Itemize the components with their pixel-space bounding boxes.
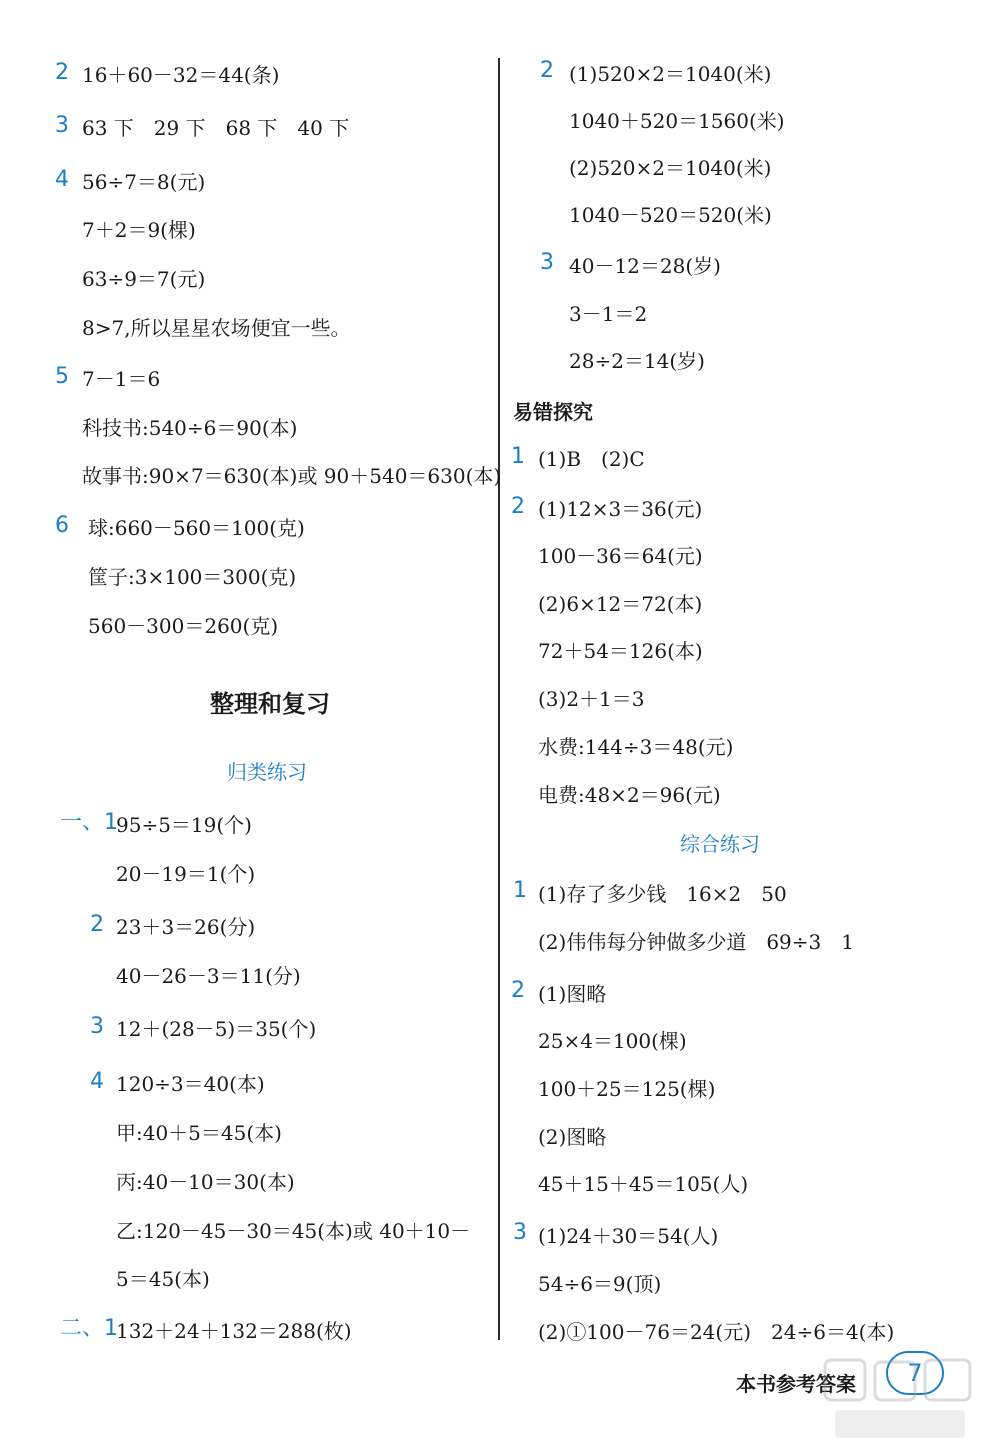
question-number: 2 (90, 912, 104, 937)
answer-line: (2)6×12＝72(本) (538, 592, 703, 616)
answer-line: 95÷5＝19(个) (116, 813, 252, 837)
question-number: 4 (90, 1069, 104, 1094)
answer-line: 5＝45(本) (116, 1267, 210, 1291)
question-number: 1 (513, 878, 527, 903)
answer-line: 12＋(28－5)＝35(个) (116, 1017, 317, 1041)
answer-line: 56÷7＝8(元) (82, 170, 206, 194)
answer-line: 3－1＝2 (569, 302, 648, 326)
answer-line: 16＋60－32＝44(条) (82, 63, 280, 87)
answer-line: (1)图略 (538, 982, 607, 1006)
answer-line: (1)B (2)C (538, 447, 645, 471)
question-number: 3 (513, 1220, 527, 1245)
answer-line: 63 下 29 下 68 下 40 下 (82, 116, 350, 140)
error-analysis-heading: 易错探究 (513, 400, 593, 424)
answer-line: 故事书:90×7＝630(本)或 90＋540＝630(本) (82, 464, 502, 488)
answer-line: (3)2＋1＝3 (538, 687, 645, 711)
question-number: 2 (511, 494, 525, 519)
answer-line: 560－300＝260(克) (88, 614, 279, 638)
answer-line: 甲:40＋5＝45(本) (116, 1121, 282, 1145)
answer-line: (1)12×3＝36(元) (538, 497, 703, 521)
answer-line: (1)24＋30＝54(人) (538, 1224, 719, 1248)
answer-line: (1)存了多少钱 16×2 50 (538, 882, 787, 906)
answer-line: 乙:120－45－30＝45(本)或 40＋10－ (116, 1219, 471, 1243)
answer-line: 72＋54＝126(本) (538, 639, 703, 663)
answer-line: 23＋3＝26(分) (116, 915, 256, 939)
answer-line: 100＋25＝125(棵) (538, 1077, 716, 1101)
question-number: 5 (55, 364, 69, 389)
answer-line: 132＋24＋132＝288(枚) (116, 1319, 352, 1343)
answer-line: 63÷9＝7(元) (82, 267, 206, 291)
answer-line: 25×4＝100(棵) (538, 1029, 687, 1053)
answer-line: (1)520×2＝1040(米) (569, 62, 772, 86)
answer-line: 1040＋520＝1560(米) (569, 109, 785, 133)
question-number: 4 (55, 167, 69, 192)
answer-line: 45＋15＋45＝105(人) (538, 1172, 749, 1196)
question-number: 1 (511, 444, 525, 469)
question-number: 一、1 (60, 810, 118, 835)
answer-line: 7＋2＝9(棵) (82, 218, 196, 242)
footer-label: 本书参考答案 (736, 1372, 856, 1396)
section-title: 整理和复习 (210, 690, 330, 718)
question-number: 3 (90, 1014, 104, 1039)
page-number: 7 (886, 1351, 944, 1395)
column-divider (498, 58, 500, 1340)
answer-line: 筐子:3×100＝300(克) (88, 565, 297, 589)
question-number: 2 (55, 60, 69, 85)
answer-line: (2)520×2＝1040(米) (569, 156, 772, 180)
subsection-title: 归类练习 (227, 760, 307, 784)
answer-line: 丙:40－10＝30(本) (116, 1170, 295, 1194)
answer-line: 1040－520＝520(米) (569, 203, 772, 227)
answer-line: 电费:48×2＝96(元) (538, 783, 721, 807)
question-number: 3 (540, 250, 554, 275)
answer-line: 54÷6＝9(顶) (538, 1272, 662, 1296)
answer-line: 20－19＝1(个) (116, 862, 256, 886)
subsection-title: 综合练习 (680, 832, 760, 856)
answer-line: 100－36＝64(元) (538, 544, 703, 568)
answer-line: (2)①100－76＝24(元) 24÷6＝4(本) (538, 1320, 895, 1344)
answer-line: 8>7,所以星星农场便宜一些。 (82, 316, 351, 340)
watermark-logo (815, 1350, 985, 1445)
answer-line: (2)伟伟每分钟做多少道 69÷3 1 (538, 930, 854, 954)
answer-line: 120÷3＝40(本) (116, 1072, 265, 1096)
answer-line: 球:660－560＝100(克) (88, 516, 305, 540)
question-number: 2 (540, 58, 554, 83)
question-number: 2 (511, 978, 525, 1003)
question-number: 3 (55, 113, 69, 138)
answer-line: 40－26－3＝11(分) (116, 964, 301, 988)
answer-line: (2)图略 (538, 1125, 607, 1149)
question-number: 6 (55, 513, 69, 538)
answer-line: 7－1＝6 (82, 367, 161, 391)
answer-line: 40－12＝28(岁) (569, 254, 721, 278)
question-number: 二、1 (60, 1316, 118, 1341)
answer-line: 水费:144÷3＝48(元) (538, 735, 734, 759)
answer-line: 科技书:540÷6＝90(本) (82, 416, 298, 440)
answer-line: 28÷2＝14(岁) (569, 349, 705, 373)
